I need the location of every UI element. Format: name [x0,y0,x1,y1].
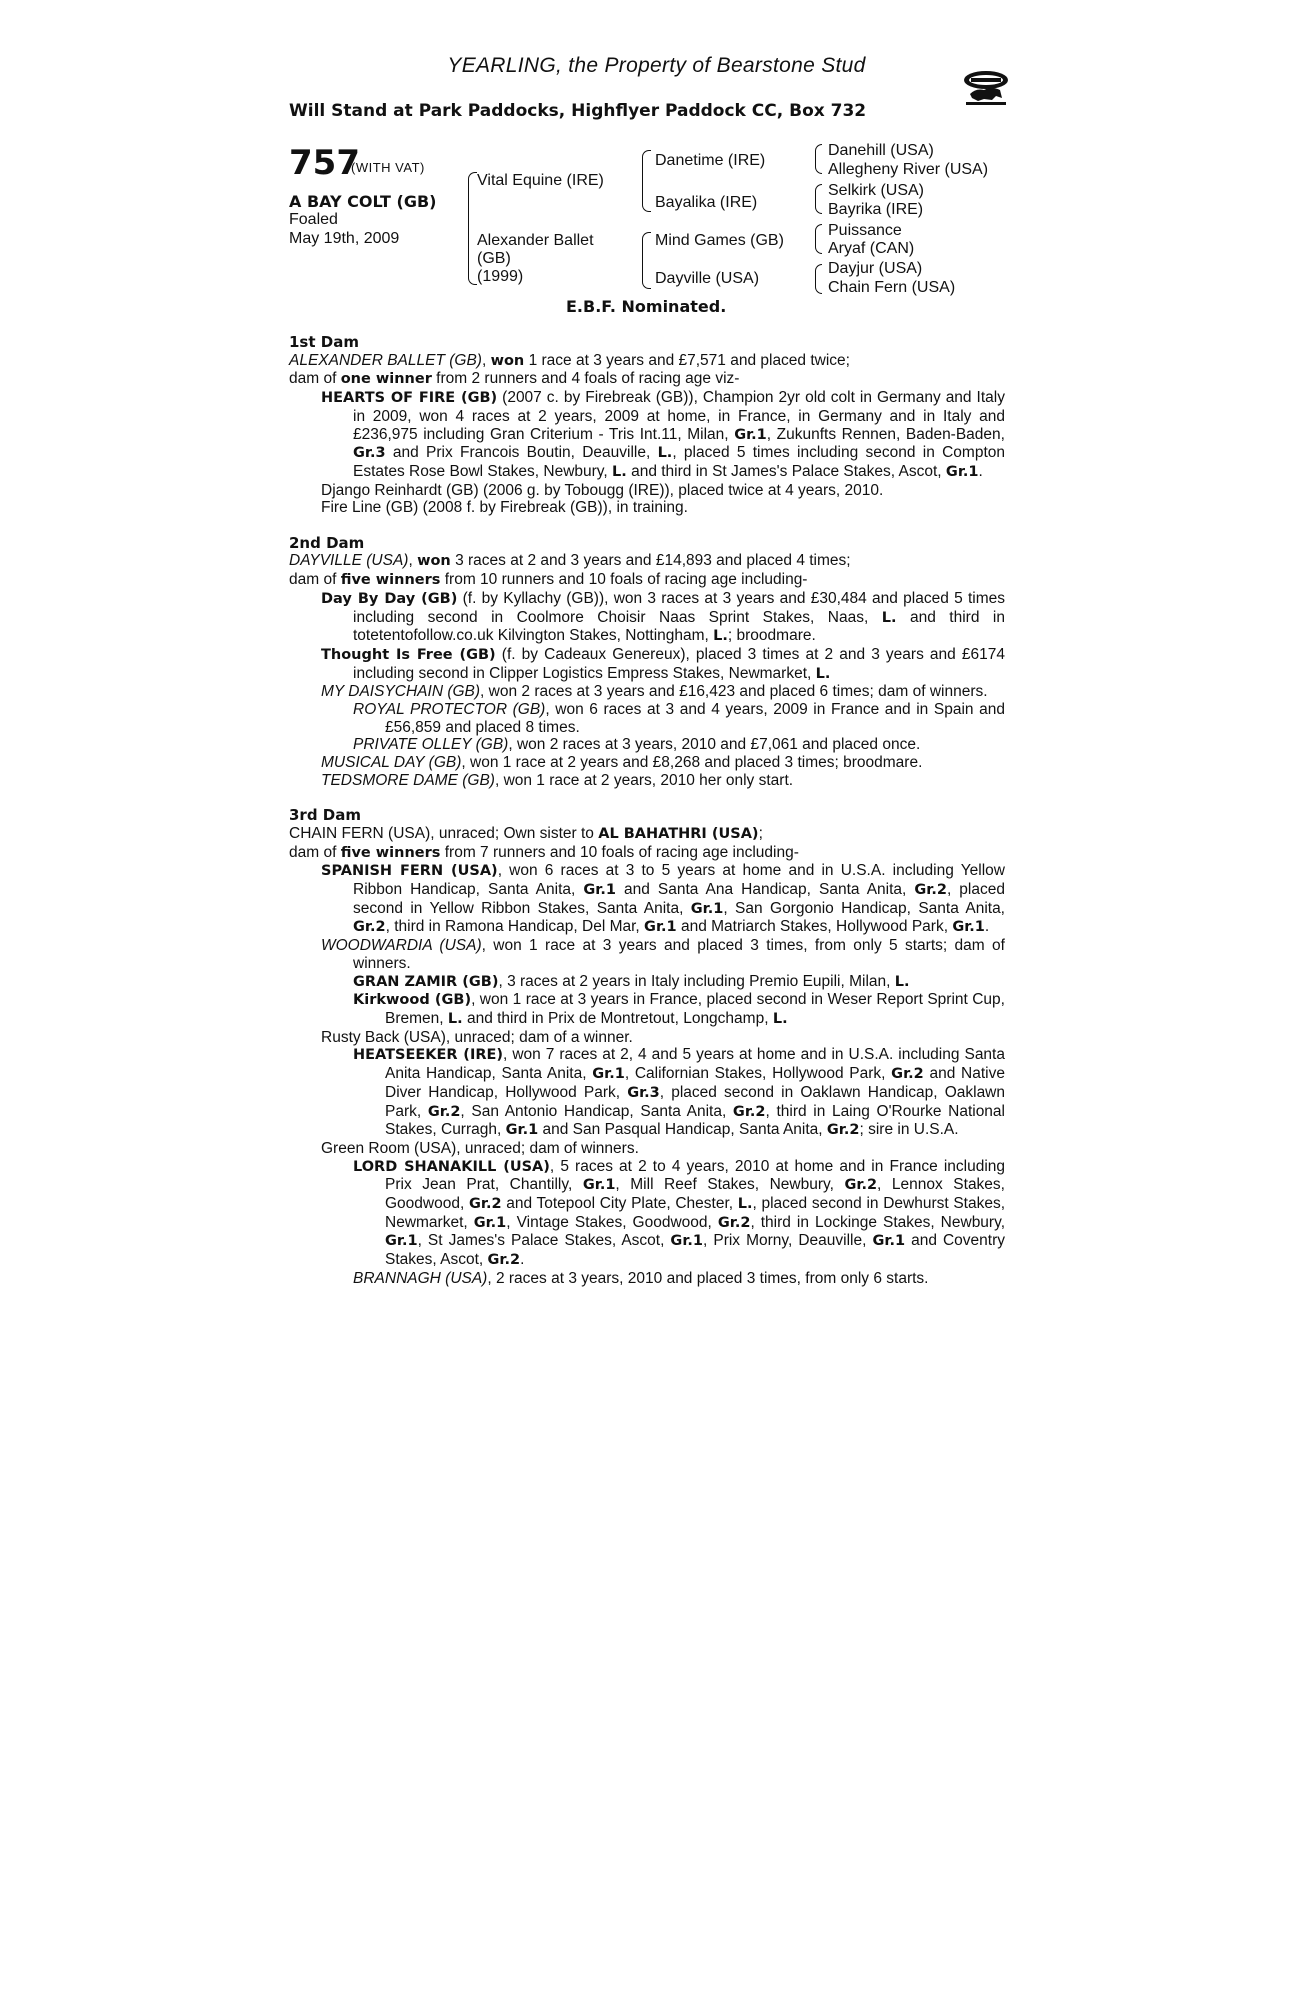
sale-title: YEARLING, the Property of Bearstone Stud [447,54,866,77]
third-dam-produce: dam of five winners from 7 runners and 10 foals of racing age including- [289,843,799,861]
produce-day-by-day: Day By Day (GB) (f. by Kyllachy (GB)), won 3 races at 3 years and £30,484 and placed 5 times including second in Coolmore Choisir Naas Sprint Stakes, Naas, L. and third in totetentofollow.co.uk Kilvington Stakes, Nottingham, L.; broodmare. [321,589,1005,645]
produce-private-olley: PRIVATE OLLEY (GB), won 2 races at 3 years, 2010 and £7,061 and placed once. [353,736,921,754]
dam-name: ALEXANDER BALLET (GB) [289,351,482,369]
pedigree-brace-dam-parents [642,232,651,289]
first-dam-produce: dam of one winner from 2 runners and 4 foals of racing age viz- [289,370,740,388]
pedigree-gg-4: Bayrika (IRE) [828,201,924,218]
produce-my-daisychain: MY DAISYCHAIN (GB), won 2 races at 3 years and £16,423 and placed 6 times; dam of winners. [321,683,988,701]
produce-green-room: Green Room (USA), unraced; dam of winners. [321,1139,639,1157]
pedigree-granddam-2: Dayville (USA) [655,270,760,287]
pedigree-gg-3: Selkirk (USA) [828,182,925,199]
pedigree-brace-sire [468,172,477,229]
pedigree-gg-6: Aryaf (CAN) [828,240,915,257]
produce-spanish-fern: SPANISH FERN (USA), won 6 races at 3 to 5 years at home and in U.S.A. including Yellow Ribbon Handicap, Santa Anita, Gr.1 and Santa Ana Handicap, Santa Anita, Gr.2, placed second in Yellow Ribbon Stakes, Santa Anita, Gr.1, San Gorgonio Handicap, Santa Anita, Gr.2, third in Ramona Handicap, Del Mar, Gr.1 and Matriarch Stakes, Hollywood Park, Gr.1. [321,862,1005,936]
second-dam-produce: dam of five winners from 10 runners and 10 foals of racing age including- [289,571,808,589]
pedigree-grandsire-1: Danetime (IRE) [655,152,766,169]
pedigree-dam-line1: Alexander Ballet [477,232,594,249]
foaled-date: May 19th, 2009 [289,230,400,247]
vat-label: (WITH VAT) [351,160,425,175]
pedigree-sire: Vital Equine (IRE) [477,172,604,189]
produce-kirkwood: Kirkwood (GB), won 1 race at 3 years in France, placed second in Weser Report Sprint Cup, Bremen, L. and third in Prix de Montretout, Longchamp, L. [353,991,1005,1027]
pedigree-brace-gg-2 [815,184,822,214]
pedigree-brace-sire-parents [642,150,651,212]
third-dam-heading: 3rd Dam [289,806,361,825]
produce-thought-is-free: Thought Is Free (GB) (f. by Cadeaux Genereux), placed 3 times at 2 and 3 years and £6174 including second in Clipper Logistics Empress Stakes, Newmarket, L. [321,645,1005,682]
produce-tedsmore-dame: TEDSMORE DAME (GB), won 1 race at 2 years, 2010 her only start. [321,771,794,789]
pedigree-gg-2: Allegheny River (USA) [828,161,989,178]
pedigree-brace-gg-1 [815,144,822,174]
produce-heatseeker: HEATSEEKER (IRE), won 7 races at 2, 4 and 5 years at home and in U.S.A. including Santa Anita Handicap, Santa Anita, Gr.1, Californian Stakes, Hollywood Park, Gr.2 and Native Diver Handicap, Hollywood Park, Gr.3, placed second in Oaklawn Handicap, Oaklawn Park, Gr.2, San Antonio Handicap, Santa Anita, Gr.2, third in Laing O'Rourke National Stakes, Curragh, Gr.1 and San Pasqual Handicap, Santa Anita, Gr.2; sire in U.S.A. [353,1046,1006,1139]
second-dam-line: DAYVILLE (USA), won 3 races at 2 and 3 years and £14,893 and placed 4 times; [289,552,851,570]
tattersalls-logo-icon [962,66,1010,108]
pedigree-gg-5: Puissance [828,222,902,239]
pedigree-brace-gg-3 [815,224,822,254]
first-dam-line: ALEXANDER BALLET (GB), won 1 race at 3 years and £7,571 and placed twice; [289,351,850,369]
pedigree-brace-gg-4 [815,264,822,294]
third-dam-line: CHAIN FERN (USA), unraced; Own sister to AL BAHATHRI (USA); [289,824,763,842]
foaled-label: Foaled [289,211,338,228]
produce-woodwardia: WOODWARDIA (USA), won 1 race at 3 years and placed 3 times, from only 5 starts; dam of winners. [321,937,1005,972]
pedigree-gg-1: Danehill (USA) [828,142,934,159]
produce-lord-shanakill: LORD SHANAKILL (USA), 5 races at 2 to 4 years, 2010 at home and in France including Prix Jean Prat, Chantilly, Gr.1, Mill Reef Stakes, Newbury, Gr.2, Lennox Stakes, Goodwood, Gr.2 and Totepool City Plate, Chester, L., placed second in Dewhurst Stakes, Newmarket, Gr.1, Vintage Stakes, Goodwood, Gr.2, third in Lockinge Stakes, Newbury, Gr.1, St James's Palace Stakes, Ascot, Gr.1, Prix Morny, Deauville, Gr.1 and Coventry Stakes, Ascot, Gr.2. [353,1157,1006,1269]
lot-description: A BAY COLT (GB) [289,192,437,211]
first-dam-heading: 1st Dam [289,333,359,351]
produce-brannagh: BRANNAGH (USA), 2 races at 3 years, 2010 and placed 3 times, from only 6 starts. [353,1269,929,1287]
produce-django: Django Reinhardt (GB) (2006 g. by Tobougg (IRE)), placed twice at 4 years, 2010. [321,481,884,499]
pedigree-gg-7: Dayjur (USA) [828,260,923,277]
produce-rusty-back: Rusty Back (USA), unraced; dam of a winner. [321,1028,633,1046]
produce-hearts-of-fire: HEARTS OF FIRE (GB) (2007 c. by Firebreak (GB)), Champion 2yr old colt in Germany and Italy in 2009, won 4 races at 2 years, 2009 at home, in France, in Germany and in Italy and £236,975 including Gran Criterium - Tris Int.11, Milan, Gr.1, Zukunfts Rennen, Baden-Baden, Gr.3 and Prix Francois Boutin, Deauville, L., placed 5 times including second in Compton Estates Rose Bowl Stakes, Newbury, L. and third in St James's Palace Stakes, Ascot, Gr.1. [321,389,1005,480]
ebf-note: E.B.F. Nominated. [566,297,727,316]
second-dam-heading: 2nd Dam [289,533,365,552]
produce-royal-protector: ROYAL PROTECTOR (GB), won 6 races at 3 and 4 years, 2009 in France and in Spain and £56,859 and placed 8 times. [353,701,1006,736]
produce-musical-day: MUSICAL DAY (GB), won 1 race at 2 years and £8,268 and placed 3 times; broodmare. [321,754,923,772]
produce-fire-line: Fire Line (GB) (2008 f. by Firebreak (GB)), in training. [321,499,688,517]
pedigree-grandsire-2: Mind Games (GB) [655,232,784,249]
pedigree-granddam-1: Bayalika (IRE) [655,194,758,211]
pedigree-dam-line3: (1999) [477,268,524,285]
pedigree-dam-line2: (GB) [477,250,511,267]
lot-number: 757 [289,143,360,183]
catalogue-body [289,334,1005,1288]
pedigree-gg-8: Chain Fern (USA) [828,279,956,296]
stand-location: Will Stand at Park Paddocks, Highflyer Paddock CC, Box 732 [289,101,867,121]
produce-gran-zamir: GRAN ZAMIR (GB), 3 races at 2 years in Italy including Premio Eupili, Milan, L. [353,972,910,990]
pedigree-brace-dam [468,228,477,285]
